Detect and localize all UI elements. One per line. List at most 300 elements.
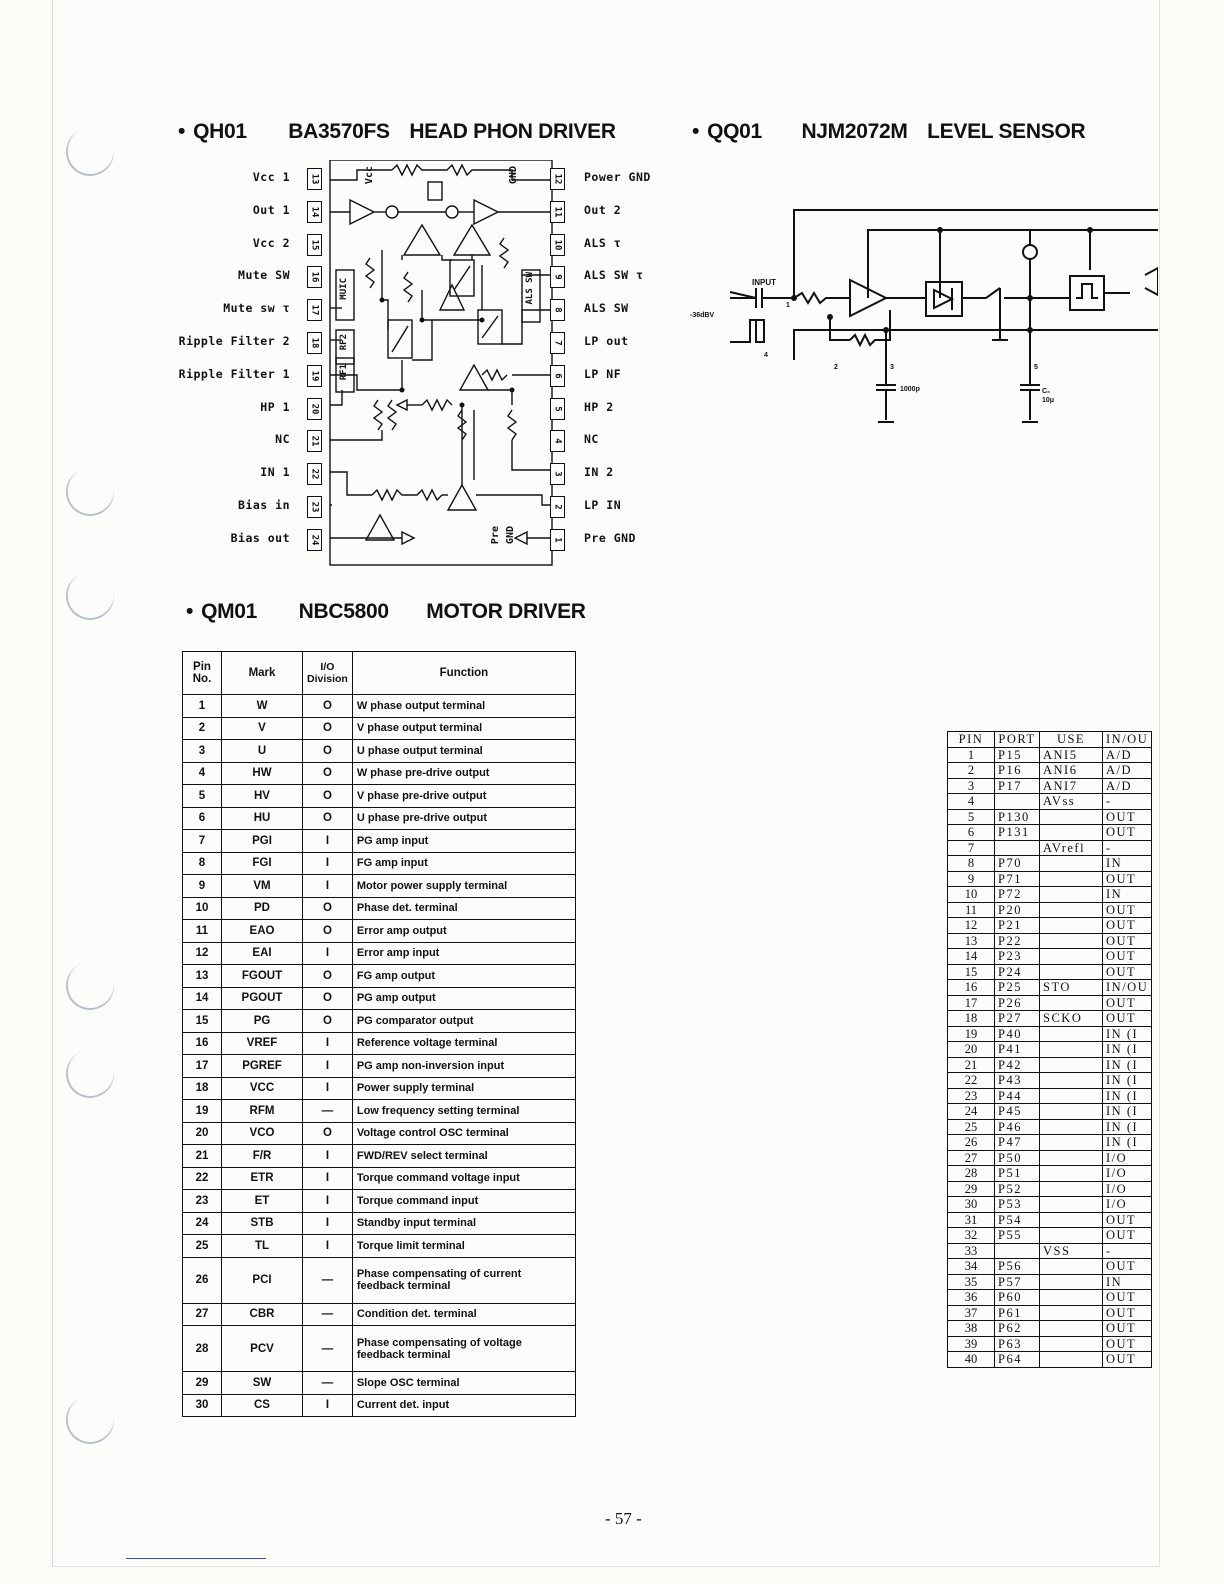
table-row xyxy=(948,1181,1152,1197)
cell-io: O xyxy=(303,965,353,988)
pin-number-box-right xyxy=(550,299,565,321)
cell-port: P71 xyxy=(995,871,1040,887)
cell-in-out: IN (I xyxy=(1103,1135,1152,1151)
cell-in-out: OUT xyxy=(1103,1259,1152,1275)
cell-use xyxy=(1040,1119,1103,1135)
cell-function: Voltage control OSC terminal xyxy=(352,1122,575,1145)
table-row xyxy=(183,740,576,763)
cell-in-out: OUT xyxy=(1103,871,1152,887)
qq01-circuit-graphic xyxy=(690,180,1158,450)
cell-use xyxy=(1040,1321,1103,1337)
cell-use xyxy=(1040,1026,1103,1042)
table-row xyxy=(948,1197,1152,1213)
cell-port: P72 xyxy=(995,887,1040,903)
cell-pin: 26 xyxy=(948,1135,995,1151)
cell-port: P57 xyxy=(995,1274,1040,1290)
table-row xyxy=(183,1257,576,1303)
cell-port: P23 xyxy=(995,949,1040,965)
table-row xyxy=(183,762,576,785)
pin-number: 18 xyxy=(309,337,320,349)
cell-pin: 40 xyxy=(948,1352,995,1368)
cell-mark: VREF xyxy=(222,1032,303,1055)
pin-label-right: ALS SW xyxy=(584,301,629,316)
cell-mark: CS xyxy=(222,1394,303,1417)
cell-function: Torque command input xyxy=(352,1190,575,1213)
cell-mark: CBR xyxy=(222,1303,303,1326)
cell-pin: 14 xyxy=(948,949,995,965)
cell-port: P54 xyxy=(995,1212,1040,1228)
table-row xyxy=(948,1104,1152,1120)
cell-use xyxy=(1040,1212,1103,1228)
cell-use xyxy=(1040,1259,1103,1275)
cell-use xyxy=(1040,1274,1103,1290)
pin-number-box-left xyxy=(307,168,322,190)
cell-pin-no: 6 xyxy=(183,807,222,830)
table-row xyxy=(183,695,576,718)
cell-use xyxy=(1040,1104,1103,1120)
cell-pin-no: 12 xyxy=(183,942,222,965)
table-row xyxy=(948,980,1152,996)
table-row xyxy=(948,1073,1152,1089)
cell-function: W phase output terminal xyxy=(352,695,575,718)
cell-pin-no: 14 xyxy=(183,987,222,1010)
cell-pin: 8 xyxy=(948,856,995,872)
cell-in-out: IN (I xyxy=(1103,1073,1152,1089)
cell-port: P47 xyxy=(995,1135,1040,1151)
cell-pin-no: 9 xyxy=(183,875,222,898)
cell-port: P130 xyxy=(995,809,1040,825)
cell-mark: ET xyxy=(222,1190,303,1213)
cell-pin-no: 8 xyxy=(183,852,222,875)
col-io-division: I/O Division xyxy=(303,652,353,695)
cell-in-out: OUT xyxy=(1103,933,1152,949)
qh01-block-diagram xyxy=(178,160,652,575)
cell-mark: VCC xyxy=(222,1077,303,1100)
pin-label-left: Mute sw τ xyxy=(223,301,290,316)
cell-mark: HV xyxy=(222,785,303,808)
rf1-label: RF1 xyxy=(339,364,349,381)
table-row xyxy=(948,1352,1152,1368)
pin-number: 11 xyxy=(552,206,563,218)
cell-function: Motor power supply terminal xyxy=(352,875,575,898)
cell-pin: 16 xyxy=(948,980,995,996)
cell-io: O xyxy=(303,762,353,785)
cell-use: AVss xyxy=(1040,794,1103,810)
cell-pin: 3 xyxy=(948,778,995,794)
table-row xyxy=(948,902,1152,918)
table-row xyxy=(948,856,1152,872)
pin4-label: 4 xyxy=(764,352,768,359)
cell-io: I xyxy=(303,1235,353,1258)
cell-use xyxy=(1040,1197,1103,1213)
cell-in-out: A/D xyxy=(1103,747,1152,763)
table-header-row xyxy=(948,732,1152,748)
cell-in-out: OUT xyxy=(1103,902,1152,918)
scan-edge-line xyxy=(126,1558,266,1559)
cell-port: P40 xyxy=(995,1026,1040,1042)
table-row xyxy=(948,809,1152,825)
table-row xyxy=(948,1305,1152,1321)
cell-pin: 10 xyxy=(948,887,995,903)
cell-use xyxy=(1040,933,1103,949)
pin-label-right: Out 2 xyxy=(584,202,622,217)
cell-in-out: IN xyxy=(1103,1274,1152,1290)
pin-number: 8 xyxy=(552,307,563,313)
heading-qh01: • QH01 BA3570FS HEAD PHON DRIVER xyxy=(178,120,616,143)
table-row xyxy=(183,1190,576,1213)
cell-port: P25 xyxy=(995,980,1040,996)
cell-port: P46 xyxy=(995,1119,1040,1135)
cell-io: I xyxy=(303,1394,353,1417)
cell-pin: 15 xyxy=(948,964,995,980)
pin-label-left: Ripple Filter 1 xyxy=(178,366,290,381)
cell-function: Torque limit terminal xyxy=(352,1235,575,1258)
muic-label: MUIC xyxy=(339,278,349,300)
cell-in-out: IN xyxy=(1103,856,1152,872)
cell-in-out: IN (I xyxy=(1103,1026,1152,1042)
cell-use xyxy=(1040,887,1103,903)
cell-pin: 30 xyxy=(948,1197,995,1213)
cell-port: P60 xyxy=(995,1290,1040,1306)
table-row xyxy=(183,830,576,853)
table-row xyxy=(948,1135,1152,1151)
cell-mark: SW xyxy=(222,1372,303,1395)
table-row xyxy=(948,1290,1152,1306)
pin-label-left: Mute SW xyxy=(238,268,290,283)
pin-number-box-left xyxy=(307,234,322,256)
pin-label-left: Out 1 xyxy=(252,202,290,217)
cell-in-out: OUT xyxy=(1103,1212,1152,1228)
cell-function: PG amp output xyxy=(352,987,575,1010)
pin-number-box-right xyxy=(550,463,565,485)
cell-io: O xyxy=(303,1010,353,1033)
cell-in-out: - xyxy=(1103,1243,1152,1259)
cell-port: P64 xyxy=(995,1352,1040,1368)
cell-port xyxy=(995,840,1040,856)
cell-mark: EAI xyxy=(222,942,303,965)
table-row xyxy=(948,964,1152,980)
als-sw-internal-label: ALS SW xyxy=(525,272,535,305)
pin3-label: 3 xyxy=(890,364,894,371)
table-row xyxy=(948,1259,1152,1275)
cell-io: I xyxy=(303,1077,353,1100)
table-row xyxy=(948,995,1152,1011)
cell-use xyxy=(1040,918,1103,934)
cell-pin: 23 xyxy=(948,1088,995,1104)
col-in-out: IN/OU xyxy=(1103,732,1152,748)
cell-mark: U xyxy=(222,740,303,763)
cell-io: I xyxy=(303,1212,353,1235)
cell-port: P43 xyxy=(995,1073,1040,1089)
pin-label-right: LP NF xyxy=(584,366,622,381)
cell-in-out: OUT xyxy=(1103,995,1152,1011)
table-row xyxy=(948,871,1152,887)
cell-port: P20 xyxy=(995,902,1040,918)
pin-number-box-left xyxy=(307,398,322,420)
cell-function: Standby input terminal xyxy=(352,1212,575,1235)
cell-mark: RFM xyxy=(222,1100,303,1123)
cell-pin-no: 7 xyxy=(183,830,222,853)
cell-pin-no: 20 xyxy=(183,1122,222,1145)
cell-pin: 31 xyxy=(948,1212,995,1228)
pin-number-box-left xyxy=(307,332,322,354)
cell-use: ANI5 xyxy=(1040,747,1103,763)
cell-in-out: OUT xyxy=(1103,1305,1152,1321)
cell-io: I xyxy=(303,1145,353,1168)
table-row xyxy=(948,1011,1152,1027)
pin-label-right: HP 2 xyxy=(584,399,614,414)
cell-pin-no: 23 xyxy=(183,1190,222,1213)
cell-port: P51 xyxy=(995,1166,1040,1182)
pin-number-box-left xyxy=(307,496,322,518)
cell-use xyxy=(1040,809,1103,825)
cell-function: U phase output terminal xyxy=(352,740,575,763)
table-row xyxy=(183,1055,576,1078)
cell-mark: HW xyxy=(222,762,303,785)
page-number: - 57 - xyxy=(605,1509,642,1528)
cell-pin: 9 xyxy=(948,871,995,887)
pin-number: 20 xyxy=(309,403,320,415)
cell-in-out: I/O xyxy=(1103,1166,1152,1182)
cell-in-out: OUT xyxy=(1103,918,1152,934)
cell-port: P61 xyxy=(995,1305,1040,1321)
cell-function: Slope OSC terminal xyxy=(352,1372,575,1395)
table-row xyxy=(183,1235,576,1258)
cell-pin-no: 13 xyxy=(183,965,222,988)
cell-function: Phase compensating of voltage feedback terminal xyxy=(352,1326,575,1372)
cell-in-out: I/O xyxy=(1103,1181,1152,1197)
pin-number-box-right xyxy=(550,332,565,354)
pin-number: 9 xyxy=(552,274,563,281)
pin-label-left: Vcc 1 xyxy=(252,170,290,184)
cell-use: ANI7 xyxy=(1040,778,1103,794)
pin-number: 15 xyxy=(309,239,320,251)
cell-pin-no: 2 xyxy=(183,717,222,740)
cell-in-out: OUT xyxy=(1103,1290,1152,1306)
pin-number: 12 xyxy=(552,173,563,185)
col-pin-no: Pin No. xyxy=(183,652,222,695)
cell-pin-no: 18 xyxy=(183,1077,222,1100)
cap-1000p-label: 1000p xyxy=(900,386,920,393)
pin-label-left: NC xyxy=(275,432,290,447)
rf2-label: RF2 xyxy=(339,334,349,351)
cell-in-out: - xyxy=(1103,794,1152,810)
cell-pin: 33 xyxy=(948,1243,995,1259)
cell-function: Error amp input xyxy=(352,942,575,965)
cell-port: P24 xyxy=(995,964,1040,980)
cell-port: P16 xyxy=(995,763,1040,779)
pin-label-right: NC xyxy=(584,432,599,447)
cell-in-out: A/D xyxy=(1103,763,1152,779)
cell-function: Torque command voltage input xyxy=(352,1167,575,1190)
table-row xyxy=(183,785,576,808)
input-label: INPUT xyxy=(752,278,776,287)
cell-mark: PGOUT xyxy=(222,987,303,1010)
table-row xyxy=(948,1212,1152,1228)
cell-in-out: A/D xyxy=(1103,778,1152,794)
cell-io: I xyxy=(303,1055,353,1078)
cell-use xyxy=(1040,871,1103,887)
table-row xyxy=(948,1228,1152,1244)
cell-pin-no: 25 xyxy=(183,1235,222,1258)
cell-in-out: OUT xyxy=(1103,1321,1152,1337)
cap-10u-label: 10μ xyxy=(1042,397,1055,404)
pin-label-right: Pre GND xyxy=(584,530,636,545)
table-row xyxy=(183,1010,576,1033)
cell-io: — xyxy=(303,1257,353,1303)
vcc-internal-label: Vcc xyxy=(364,166,375,185)
pin-number-box-left xyxy=(307,365,322,387)
cell-pin: 19 xyxy=(948,1026,995,1042)
qq01-schematic xyxy=(690,180,1158,450)
cell-mark: ETR xyxy=(222,1167,303,1190)
table-row xyxy=(948,763,1152,779)
cell-in-out: OUT xyxy=(1103,949,1152,965)
cell-port: P27 xyxy=(995,1011,1040,1027)
cell-use xyxy=(1040,1181,1103,1197)
cell-mark: VM xyxy=(222,875,303,898)
pin-number: 21 xyxy=(309,435,320,447)
pin-number: 19 xyxy=(309,370,320,382)
cell-io: — xyxy=(303,1326,353,1372)
cell-in-out: OUT xyxy=(1103,1011,1152,1027)
pin-number-box-left xyxy=(307,463,322,485)
cell-mark: FGOUT xyxy=(222,965,303,988)
table-row xyxy=(948,933,1152,949)
cell-pin-no: 3 xyxy=(183,740,222,763)
cell-pin-no: 4 xyxy=(183,762,222,785)
pin-number: 10 xyxy=(552,239,563,251)
cell-use xyxy=(1040,1166,1103,1182)
table-row xyxy=(948,747,1152,763)
cell-mark: PGI xyxy=(222,830,303,853)
cell-pin-no: 30 xyxy=(183,1394,222,1417)
cell-in-out: I/O xyxy=(1103,1197,1152,1213)
table-row xyxy=(183,852,576,875)
cell-pin-no: 22 xyxy=(183,1167,222,1190)
cell-pin-no: 17 xyxy=(183,1055,222,1078)
cell-mark: PG xyxy=(222,1010,303,1033)
cell-port: P22 xyxy=(995,933,1040,949)
cell-io: I xyxy=(303,1190,353,1213)
pin-number-box-right xyxy=(550,398,565,420)
cell-port: P41 xyxy=(995,1042,1040,1058)
cell-in-out: OUT xyxy=(1103,964,1152,980)
cell-function: FG amp input xyxy=(352,852,575,875)
pin-label-left: Ripple Filter 2 xyxy=(178,334,290,348)
cell-in-out: OUT xyxy=(1103,1352,1152,1368)
table-row xyxy=(183,807,576,830)
cell-io: O xyxy=(303,897,353,920)
pin-label-right: LP IN xyxy=(584,498,622,512)
cell-pin: 25 xyxy=(948,1119,995,1135)
col-port: PORT xyxy=(995,732,1040,748)
pin-label-left: Vcc 2 xyxy=(252,235,290,250)
pin-label-right: Power GND xyxy=(584,170,651,184)
table-row xyxy=(183,897,576,920)
cell-pin: 2 xyxy=(948,763,995,779)
cell-pin: 28 xyxy=(948,1166,995,1182)
cell-io: O xyxy=(303,785,353,808)
pin-label-right: IN 2 xyxy=(584,465,614,480)
table-row xyxy=(183,1122,576,1145)
cell-function: Phase compensating of current feedback terminal xyxy=(352,1257,575,1303)
cell-io: O xyxy=(303,987,353,1010)
pin5-label: 5 xyxy=(1034,364,1038,371)
table-row xyxy=(948,1088,1152,1104)
cell-io: — xyxy=(303,1303,353,1326)
pin-number: 5 xyxy=(552,405,563,412)
cell-port: P52 xyxy=(995,1181,1040,1197)
cell-function: Phase det. terminal xyxy=(352,897,575,920)
cell-io: I xyxy=(303,875,353,898)
table-row xyxy=(183,965,576,988)
cell-pin-no: 21 xyxy=(183,1145,222,1168)
cell-use xyxy=(1040,1150,1103,1166)
table-row xyxy=(183,987,576,1010)
col-use: USE xyxy=(1040,732,1103,748)
cell-use: SCKO xyxy=(1040,1011,1103,1027)
table-row xyxy=(183,1100,576,1123)
cell-port: P131 xyxy=(995,825,1040,841)
table-row xyxy=(948,949,1152,965)
cell-mark: PCI xyxy=(222,1257,303,1303)
table-row xyxy=(183,717,576,740)
pin1-label: 1 xyxy=(786,302,790,309)
table-row xyxy=(948,1166,1152,1182)
cell-pin-no: 27 xyxy=(183,1303,222,1326)
cell-use xyxy=(1040,1042,1103,1058)
cell-in-out: OUT xyxy=(1103,1336,1152,1352)
pin-number-box-right xyxy=(550,266,565,288)
cell-pin: 17 xyxy=(948,995,995,1011)
cell-io: O xyxy=(303,920,353,943)
table-row xyxy=(948,887,1152,903)
pin-label-right: ALS τ xyxy=(584,235,622,250)
cell-pin: 22 xyxy=(948,1073,995,1089)
cell-use xyxy=(1040,949,1103,965)
port-assignment-table xyxy=(947,731,1152,1368)
heading-qm01: • QM01 NBC5800 MOTOR DRIVER xyxy=(186,600,586,623)
cell-mark: EAO xyxy=(222,920,303,943)
table-row xyxy=(948,840,1152,856)
cell-mark: F/R xyxy=(222,1145,303,1168)
cell-in-out: OUT xyxy=(1103,1228,1152,1244)
table-row xyxy=(948,825,1152,841)
cell-port: P63 xyxy=(995,1336,1040,1352)
cell-function: W phase pre-drive output xyxy=(352,762,575,785)
cell-mark: PGREF xyxy=(222,1055,303,1078)
pin-number: 4 xyxy=(552,438,563,445)
pin-label-right: ALS SW τ xyxy=(584,268,644,283)
cell-pin: 13 xyxy=(948,933,995,949)
pin-number-box-left xyxy=(307,201,322,223)
cell-in-out: I/O xyxy=(1103,1150,1152,1166)
cell-mark: TL xyxy=(222,1235,303,1258)
cell-function: Current det. input xyxy=(352,1394,575,1417)
cell-pin-no: 15 xyxy=(183,1010,222,1033)
pin-number: 16 xyxy=(309,271,320,283)
cell-pin: 7 xyxy=(948,840,995,856)
cell-in-out: IN (I xyxy=(1103,1088,1152,1104)
cell-use xyxy=(1040,1088,1103,1104)
cell-pin: 35 xyxy=(948,1274,995,1290)
cell-pin: 5 xyxy=(948,809,995,825)
cell-io: O xyxy=(303,740,353,763)
input-level-label: -36dBV xyxy=(690,312,715,319)
cell-in-out: IN xyxy=(1103,887,1152,903)
col-function: Function xyxy=(352,652,575,695)
